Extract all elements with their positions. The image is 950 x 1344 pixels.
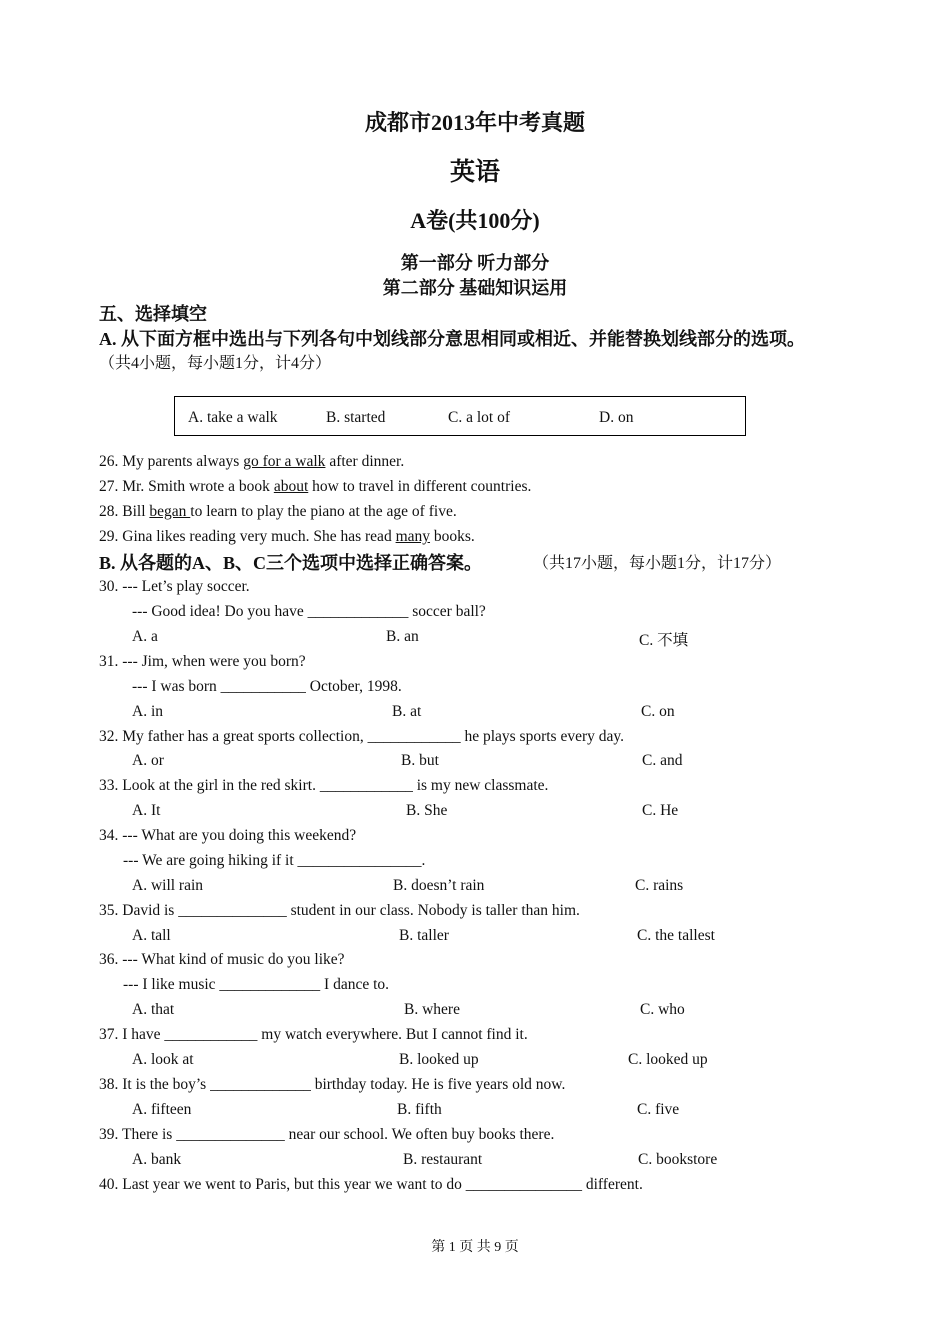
- option-a: A. tall: [132, 927, 171, 944]
- option-c: C. five: [637, 1101, 680, 1118]
- option-a: A. It: [132, 802, 161, 819]
- section-b-instruction: B. 从各题的A、B、C三个选项中选择正确答案。: [99, 553, 483, 573]
- question-26: 26. My parents always go for a walk after dinner.: [99, 453, 405, 470]
- page-title: 成都市2013年中考真题: [364, 110, 585, 135]
- option-c: C. and: [642, 752, 683, 769]
- subject-title: 英语: [449, 159, 500, 186]
- question-35: 35. David is ______________ student in our class. Nobody is taller than him.: [99, 902, 580, 919]
- option-b: B. She: [406, 802, 448, 819]
- question-30-line2: --- Good idea! Do you have _____________ soccer ball?: [132, 603, 486, 620]
- question-40: 40. Last year we went to Paris, but this year we want to do _______________ different.: [99, 1176, 643, 1193]
- question-27: 27. Mr. Smith wrote a book about how to travel in different countries.: [99, 478, 532, 495]
- option-b: B. but: [401, 752, 439, 769]
- option-b: B. doesn’t rain: [393, 877, 485, 894]
- part1-heading: 第一部分 听力部分: [400, 253, 550, 273]
- page-footer: 第 1 页 共 9 页: [431, 1240, 519, 1255]
- option-c: C. who: [640, 1001, 685, 1018]
- box-option: C. a lot of: [448, 409, 510, 426]
- section-heading: 五、选择填空: [99, 304, 207, 324]
- section-a-instruction: A. 从下面方框中选出与下列各句中划线部分意思相同或相近、并能替换划线部分的选项。: [99, 329, 805, 349]
- option-c: C. bookstore: [638, 1151, 718, 1168]
- option-a: A. that: [132, 1001, 175, 1018]
- option-b: B. where: [404, 1001, 460, 1018]
- option-b: B. an: [386, 628, 419, 645]
- option-c: C. looked up: [628, 1051, 708, 1068]
- question-32: 32. My father has a great sports collection, ____________ he plays sports every day.: [99, 728, 625, 745]
- option-c: C. He: [642, 802, 679, 819]
- option-a: A. or: [132, 752, 164, 769]
- box-option: A. take a walk: [188, 409, 278, 426]
- option-b: B. fifth: [397, 1101, 442, 1118]
- paper-title: A卷(共100分): [410, 208, 540, 233]
- section-a-note: （共4小题，每小题1分，计4分）: [99, 355, 332, 372]
- question-36-line2: --- I like music _____________ I dance to.: [123, 976, 390, 993]
- question-34-line1: 34. --- What are you doing this weekend?: [99, 827, 357, 844]
- option-b: B. restaurant: [403, 1151, 483, 1168]
- question-37: 37. I have ____________ my watch everywhere. But I cannot find it.: [99, 1026, 528, 1043]
- question-38: 38. It is the boy’s _____________ birthday today. He is five years old now.: [99, 1076, 566, 1093]
- word-box: [174, 396, 746, 436]
- question-33: 33. Look at the girl in the red skirt. ____________ is my new classmate.: [99, 777, 549, 794]
- option-b: B. looked up: [399, 1051, 479, 1068]
- option-b: B. at: [392, 703, 422, 720]
- option-c: C. 不填: [639, 632, 689, 649]
- option-b: B. taller: [399, 927, 449, 944]
- question-30-line1: 30. --- Let’s play soccer.: [99, 578, 250, 595]
- question-28: 28. Bill began to learn to play the piano at the age of five.: [99, 503, 457, 520]
- underlined-phrase: began: [149, 503, 191, 520]
- section-b-note: （共17小题，每小题1分，计17分）: [533, 555, 782, 572]
- box-option: D. on: [599, 409, 634, 426]
- option-a: A. bank: [132, 1151, 182, 1168]
- option-a: A. look at: [132, 1051, 194, 1068]
- part2-heading: 第二部分 基础知识运用: [382, 278, 568, 298]
- question-31-line1: 31. --- Jim, when were you born?: [99, 653, 306, 670]
- question-36-line1: 36. --- What kind of music do you like?: [99, 951, 345, 968]
- box-option: B. started: [326, 409, 386, 426]
- option-c: C. rains: [635, 877, 684, 894]
- option-a: A. a: [132, 628, 158, 645]
- question-39: 39. There is ______________ near our school. We often buy books there.: [99, 1126, 555, 1143]
- option-a: A. will rain: [132, 877, 204, 894]
- question-31-line2: --- I was born ___________ October, 1998.: [132, 678, 402, 695]
- option-c: C. the tallest: [637, 927, 715, 944]
- option-a: A. fifteen: [132, 1101, 192, 1118]
- underlined-phrase: about: [273, 478, 309, 495]
- underlined-phrase: many: [395, 528, 431, 545]
- option-c: C. on: [641, 703, 675, 720]
- question-29: 29. Gina likes reading very much. She has read many books.: [99, 528, 475, 545]
- question-34-line2: --- We are going hiking if it ________________.: [123, 852, 426, 869]
- option-a: A. in: [132, 703, 163, 720]
- underlined-phrase: go for a walk: [243, 453, 326, 470]
